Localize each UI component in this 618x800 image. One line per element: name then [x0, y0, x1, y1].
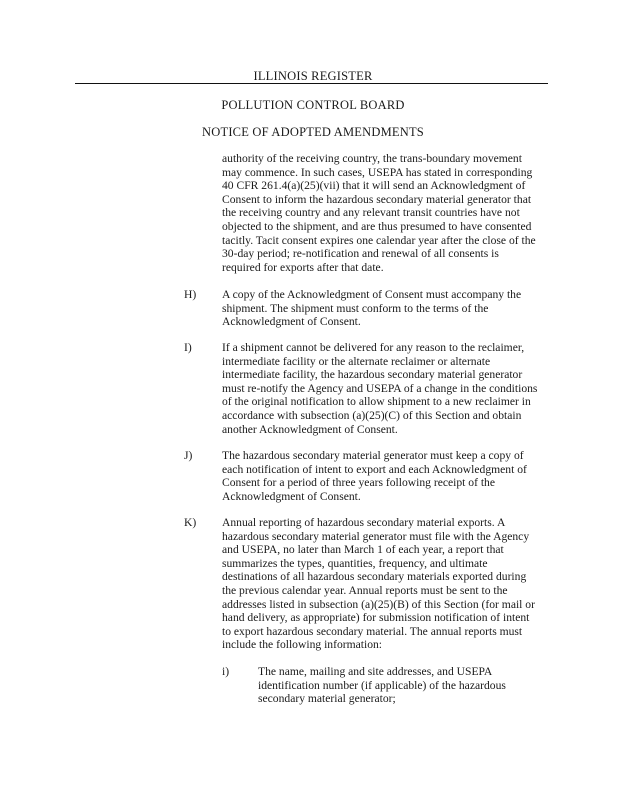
- item-label-k: K): [184, 516, 197, 529]
- notice-title: NOTICE OF ADOPTED AMENDMENTS: [202, 125, 424, 139]
- header-rule: [75, 83, 548, 84]
- register-title: ILLINOIS REGISTER: [253, 69, 373, 83]
- item-label-h: H): [184, 288, 197, 301]
- item-text-i: If a shipment cannot be delivered for any reason to the reclaimer, intermediate facility or the alternate reclaimer or alternate intermediate facility, the hazardous secondary material generator must re-notify the Agency and USEPA of a change in the conditions of the original notification to allow shipment to a new reclaimer in accordance with subsection (a)(25)(C) of this Section and obtain another Acknowledgment of Consent.: [222, 341, 538, 436]
- item-text-k: Annual reporting of hazardous secondary material exports. A hazardous secondary material generator must file with the Agency and USEPA, no later than March 1 of each year, a report that summarizes the types, quantities, frequency, and ultimate destinations of all hazardous secondary materials exported during the previous calendar year. Annual reports must be sent to the addresses listed in subsection (a)(25)(B) of this Section (for mail or hand delivery, as appropriate) for submission notification of intent to export hazardous secondary material. The annual reports must include the following information:: [222, 516, 535, 652]
- continuation-paragraph: authority of the receiving country, the trans-boundary movement may commence. In such cases, USEPA has stated in corresponding 40 CFR 261.4(a)(25)(vii) that it will send an Acknowledgment of Consent to inform the hazardous secondary material generator that the receiving country and any relevant transit countries have not objected to the shipment, and are thus presumed to have consented tacitly. Tacit consent expires one calendar year after the close of the 30-day period; re-notification and renewal of all consents is required for exports after that date.: [222, 152, 536, 274]
- item-text-h: A copy of the Acknowledgment of Consent must accompany the shipment. The shipment must conform to the terms of the Acknowledgment of Consent.: [222, 288, 522, 329]
- subitem-label-i: i): [222, 665, 230, 678]
- item-text-j: The hazardous secondary material generator must keep a copy of each notification of intent to export and each Acknowledgment of Consent for a period of three years following receipt of the Acknowledgment of Consent.: [222, 449, 527, 503]
- subitem-text-i: The name, mailing and site addresses, and USEPA identification number (if applicable) of the hazardous secondary material generator;: [258, 665, 506, 706]
- board-title: POLLUTION CONTROL BOARD: [221, 98, 405, 112]
- item-label-j: J): [184, 449, 193, 462]
- item-label-i: I): [184, 341, 192, 354]
